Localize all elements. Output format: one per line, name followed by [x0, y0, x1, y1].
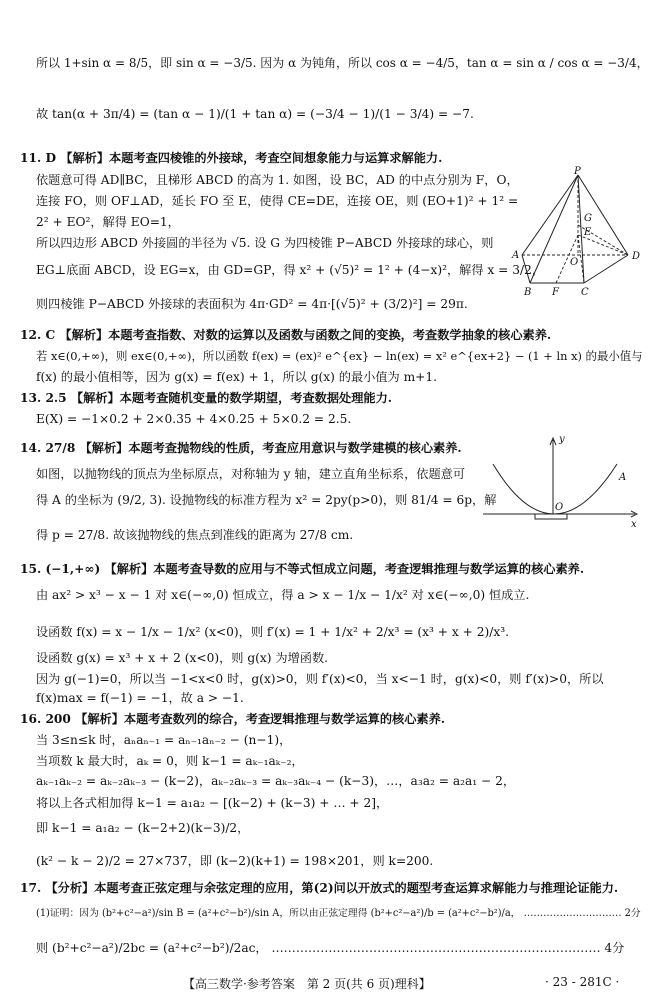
- text-line: 连接 FO，则 OF⊥AD，延长 FO 至 E，使得 CE=DE，连接 OE，则 (EO+1)² + 1² =: [36, 194, 519, 208]
- label-g: G: [584, 213, 592, 224]
- text-line: 则 (b²+c²−a²)/2bc = (a²+c²−b²)/2ac， ……………………………………………………………………… 4分: [36, 941, 625, 955]
- edge-ab: [522, 255, 530, 283]
- text-line: aₖ₋₁aₖ₋₂ = aₖ₋₂aₖ₋₃ − (k−2)，aₖ₋₂aₖ₋₃ = aₖ₋₃aₖ₋₄ − (k−3)，…，a₃a₂ = a₂a₁ − 2，: [36, 774, 516, 788]
- text-line: 得 p = 27/8. 故该抛物线的焦点到准线的距离为 27/8 cm.: [36, 528, 354, 542]
- text-line: 设函数 g(x) = x³ + x + 2 (x<0)，则 g(x) 为增函数.: [36, 651, 329, 665]
- parabola-figure: [475, 430, 645, 530]
- text-line: f(x)max = f(−1) = −1，故 a > −1.: [36, 691, 244, 705]
- text-line: 依题意可得 AD∥BC，且梯形 ABCD 的高为 1. 如图，设 BC，AD 的中点分别为 F，O，: [36, 173, 519, 187]
- label-o: O: [570, 257, 579, 268]
- base-rect: [535, 514, 567, 519]
- footer-code: · 23 - 281C ·: [545, 975, 620, 989]
- label-f: F: [552, 287, 559, 298]
- segment-ed: [578, 235, 628, 255]
- label-c: C: [581, 287, 589, 298]
- text-line: 当项数 k 最大时，aₖ = 0，则 k−1 = aₖ₋₁aₖ₋₂，: [36, 754, 304, 768]
- pyramid-figure: [510, 165, 648, 300]
- text-line: 则四棱锥 P−ABCD 外接球的表面积为 4π·GD² = 4π·[(√5)² + (3/2)²] = 29π.: [36, 297, 468, 311]
- text-line: 因为 g(−1)=0，所以当 −1<x<0 时，g(x)>0，则 f′(x)<0，当 x<−1 时，g(x)<0，则 f′(x)>0，所以: [36, 672, 604, 686]
- text-line: 由 ax² > x³ − x − 1 对 x∈(−∞,0) 恒成立，得 a > x − 1/x − 1/x² 对 x∈(−∞,0) 恒成立.: [36, 588, 530, 602]
- text-line: (1)证明：因为 (b²+c²−a²)/sin B = (a²+c²−b²)/sin A，所以由正弦定理得 (b²+c²−a²)/b = (a²+c²−b²)/a， ………………………… 2分: [36, 908, 641, 919]
- text-line: 所以四边形 ABCD 外接圆的半径为 √5. 设 G 为四棱锥 P−ABCD 外接球的球心，则: [36, 236, 494, 250]
- text-line: f(x) 的最小值相等，因为 g(x) = f(ex) + 1，所以 g(x) 的最小值为 m+1.: [36, 370, 437, 384]
- text-line: 将以上各式相加得 k−1 = a₁a₂ − [(k−2) + (k−3) + … + 2]，: [36, 796, 389, 810]
- label-e: E: [584, 227, 592, 238]
- question-heading: 17. 【分析】本题考查正弦定理与余弦定理的应用，第(2)问以开放式的题型考查运算求解能力与推理论证能力.: [20, 881, 619, 895]
- text-line: (k² − k − 2)/2 = 27×737，即 (k−2)(k+1) = 198×201，则 k=200.: [36, 854, 434, 868]
- text-line: 2² + EO²，解得 EO=1，: [36, 215, 180, 229]
- text-line: 所以 1+sin α = 8/5，即 sin α = −3/5. 因为 α 为钝角，所以 cos α = −4/5，tan α = sin α / cos α = −3/4，: [36, 56, 649, 70]
- edge-pa: [522, 175, 578, 255]
- question-heading: 13. 2.5 【解析】本题考查随机变量的数学期望，考查数据处理能力.: [20, 391, 393, 405]
- text-line: E(X) = −1×0.2 + 2×0.35 + 4×0.25 + 5×0.2 = 2.5.: [36, 412, 352, 426]
- label-a: A: [512, 250, 520, 261]
- text-line: 故 tan(α + 3π/4) = (tan α − 1)/(1 + tan α) = (−3/4 − 1)/(1 − 3/4) = −7.: [36, 107, 474, 121]
- question-heading: 12. C 【解析】本题考查指数、对数的运算以及函数与函数之间的变换，考查数学抽象的核心素养.: [20, 328, 552, 342]
- text-line: EG⊥底面 ABCD，设 EG=x，由 GD=GP，得 x² + (√5)² = 1² + (4−x)²，解得 x = 3/2，: [36, 263, 545, 277]
- label-y: y: [559, 434, 565, 445]
- question-heading: 16. 200 【解析】本题考查数列的综合，考查逻辑推理与数学运算的核心素养.: [20, 712, 445, 726]
- label-p: P: [574, 166, 581, 177]
- question-heading: 15. (−1,+∞) 【解析】本题考查导数的应用与不等式恒成立问题，考查逻辑推理与数学运算的核心素养.: [20, 562, 585, 576]
- text-line: 如图，以抛物线的顶点为坐标原点，对称轴为 y 轴，建立直角坐标系，依题意可: [36, 467, 466, 481]
- edge-cd: [584, 255, 628, 283]
- text-line: 若 x∈(0,+∞)，则 ex∈(0,+∞)，所以函数 f(ex) = (ex)² e^{ex} − ln(ex) = x² e^{ex+2} − (1 + ln x) 的最小值与: [36, 349, 643, 363]
- label-d: D: [632, 251, 641, 262]
- label-b: B: [524, 287, 532, 298]
- text-line: 当 3≤n≤k 时，aₙaₙ₋₁ = aₙ₋₁aₙ₋₂ − (n−1)，: [36, 733, 292, 747]
- text-line: 得 A 的坐标为 (9/2, 3). 设抛物线的标准方程为 x² = 2py(p>0)，则 81/4 = 6p，解: [36, 493, 497, 507]
- text-line: 即 k−1 = a₁a₂ − (k−2+2)(k−3)/2，: [36, 821, 250, 835]
- label-x: x: [631, 519, 637, 530]
- text-line: 设函数 f(x) = x − 1/x − 1/x² (x<0)，则 f′(x) = 1 + 1/x² + 2/x³ = (x³ + x + 2)/x³.: [36, 625, 509, 639]
- question-heading: 14. 27/8 【解析】本题考查抛物线的性质，考查应用意识与数学建模的核心素养.: [20, 441, 462, 455]
- label-o: O: [555, 502, 564, 513]
- question-heading: 11. D 【解析】本题考查四棱锥的外接球，考查空间想象能力与运算求解能力.: [20, 151, 443, 165]
- footer-title: 【高三数学·参考答案 第 2 页(共 6 页)理科】: [183, 977, 431, 991]
- label-a: A: [619, 472, 627, 483]
